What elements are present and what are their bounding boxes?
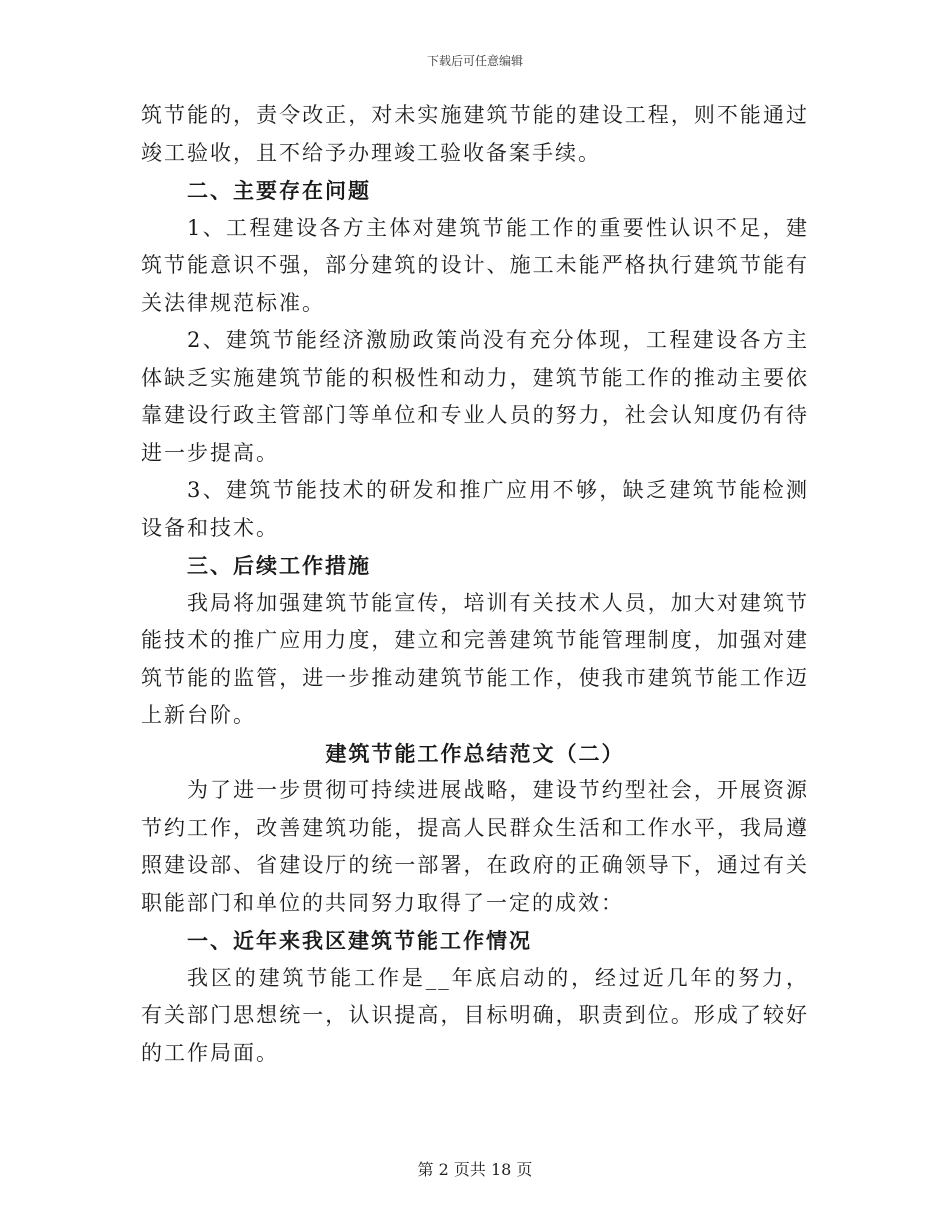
document-body [141, 97, 809, 1072]
paragraph-problem-1: 1、工程建设各方主体对建筑节能工作的重要性认识不足，建筑节能意识不强，部分建筑的设计、施工未能严格执行建筑节能有关法律规范标准。 [141, 215, 809, 315]
paragraph-recent-work: 我区的建筑节能工作是__年底启动的，经过近几年的努力，有关部门思想统一，认识提高，目标明确，职责到位。形成了较好的工作局面。 [141, 965, 809, 1065]
paragraph-problem-3: 3、建筑节能技术的研发和推广应用不够，缺乏建筑节能检测设备和技术。 [141, 478, 809, 540]
section-heading-problems: 二、主要存在问题 [187, 178, 371, 203]
document-title-2: 建筑节能工作总结范文（二） [325, 740, 625, 766]
page-footer: 第 2 页共 18 页 [417, 1160, 533, 1179]
paragraph-intro: 为了进一步贯彻可持续进展战略，建设节约型社会，开展资源节约工作，改善建筑功能，提高人民群众生活和工作水平，我局遵照建设部、省建设厅的统一部署，在政府的正确领导下，通过有关职能部门和单位的共同努力取得了一定的成效： [141, 778, 809, 915]
paragraph-problem-2: 2、建筑节能经济激励政策尚没有充分体现，工程建设各方主体缺乏实施建筑节能的积极性和动力，建筑节能工作的推动主要依靠建设行政主管部门等单位和专业人员的努力，社会认知度仍有待进一步提高。 [141, 328, 809, 465]
page-header: 下载后可任意编辑 [426, 54, 523, 68]
paragraph-measures: 我局将加强建筑节能宣传，培训有关技术人员，加大对建筑节能技术的推广应用力度，建立和完善建筑节能管理制度，加强对建筑节能的监管，进一步推动建筑节能工作，使我市建筑节能工作迈上新台阶。 [141, 590, 809, 727]
paragraph-continuation: 筑节能的，责令改正，对未实施建筑节能的建设工程，则不能通过竣工验收，且不给予办理竣工验收备案手续。 [141, 103, 809, 165]
section-heading-recent-work: 一、近年来我区建筑节能工作情况 [187, 928, 532, 953]
section-heading-measures: 三、后续工作措施 [187, 553, 371, 578]
